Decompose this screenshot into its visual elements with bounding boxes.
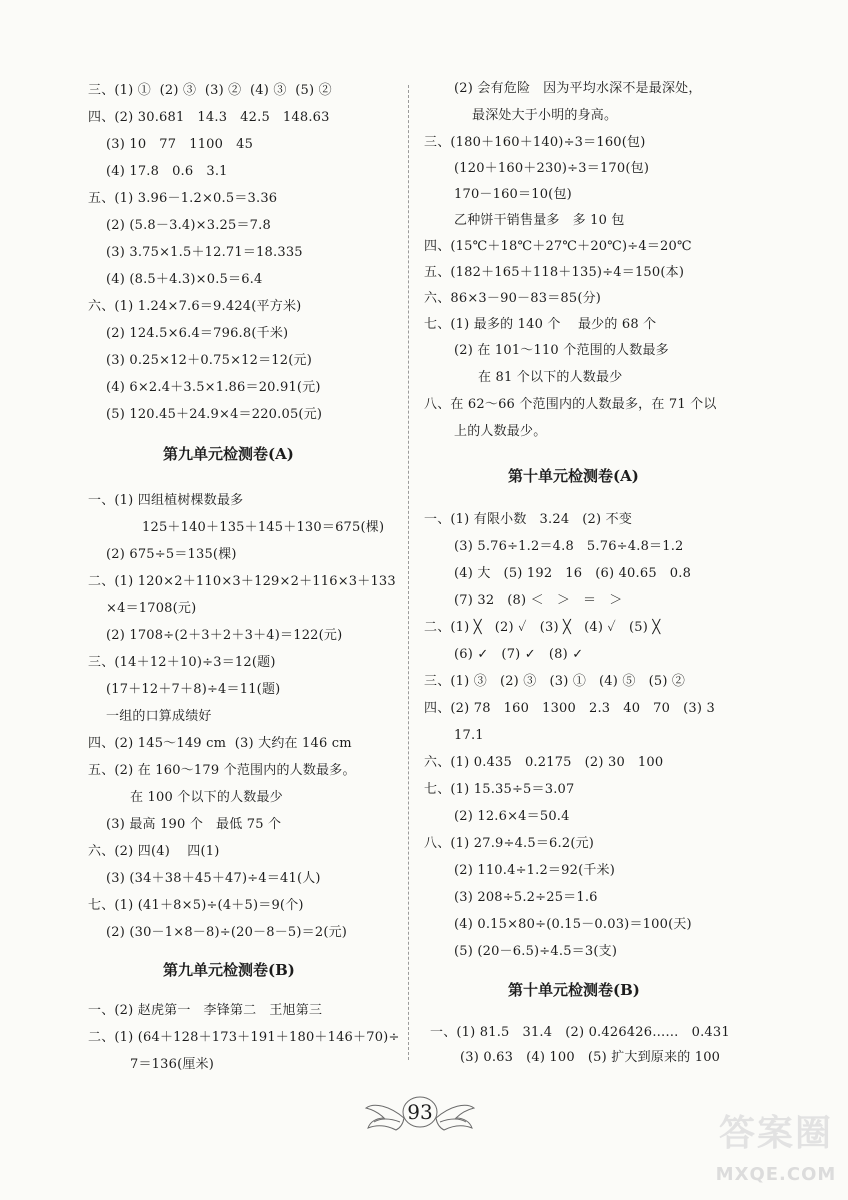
answer-line: (2) 会有危险 因为平均水深不是最深处，	[454, 81, 702, 96]
answer-line: 一、(2) 赵虎第一 李锋第二 王旭第三	[88, 1003, 323, 1018]
answer-line: (3) 最高 190 个 最低 75 个	[106, 817, 282, 832]
answer-line: 七、(1) (41＋8×5)÷(4＋5)＝9(个)	[88, 898, 304, 913]
answer-line: 六、(1) 1.24×7.6＝9.424(平方米)	[88, 299, 302, 314]
answer-line: 二、(1) (64＋128＋173＋191＋180＋146＋70)÷	[88, 1030, 400, 1045]
answer-line: (3) (34＋38＋45＋47)÷4＝41(人)	[106, 871, 321, 886]
column-divider	[408, 85, 409, 1060]
answer-line: (4) 大 (5) 192 16 (6) 40.65 0.8	[454, 566, 692, 581]
answer-line: 五、(182＋165＋118＋135)÷4＝150(本)	[424, 265, 685, 280]
answer-line: 一、(1) 81.5 31.4 (2) 0.426426…… 0.431	[430, 1025, 730, 1040]
answer-line: 八、在 62～66 个范围内的人数最多，在 71 个以	[424, 397, 717, 412]
answer-line: 7＝136(厘米)	[130, 1057, 215, 1072]
answer-line: 三、(1) ③ (2) ③ (3) ① (4) ⑤ (5) ②	[424, 674, 686, 689]
answer-line: 八、(1) 27.9÷4.5＝6.2(元)	[424, 836, 595, 851]
answer-line: 三、(14＋12＋10)÷3＝12(题)	[88, 655, 276, 670]
answer-line: 六、86×3－90－83＝85(分)	[424, 291, 602, 306]
answer-line: 三、(180＋160＋140)÷3＝160(包)	[424, 135, 646, 150]
answer-line: 四、(15℃＋18℃＋27℃＋20℃)÷4＝20℃	[424, 239, 692, 254]
answer-line: (5) 120.45＋24.9×4＝220.05(元)	[106, 407, 323, 422]
answer-line: 170－160＝10(包)	[454, 187, 572, 202]
watermark-text: 答案圈	[718, 1113, 833, 1154]
answer-line: (17＋12＋7＋8)÷4＝11(题)	[106, 682, 281, 697]
answer-line: 17.1	[454, 728, 484, 743]
answer-line: (3) 10 77 1100 45	[106, 137, 254, 152]
answer-line: (120＋160＋230)÷3＝170(包)	[454, 161, 650, 176]
page-number: 93	[407, 1100, 433, 1124]
watermark-logo	[708, 1108, 844, 1198]
page-number-ornament	[360, 1088, 480, 1148]
answer-line: 七、(1) 15.35÷5＝3.07	[424, 782, 575, 797]
answer-line: 四、(2) 145～149 cm (3) 大约在 146 cm	[88, 736, 352, 751]
answer-line: (3) 208÷5.2÷25＝1.6	[454, 890, 598, 905]
answer-line: (3) 0.63 (4) 100 (5) 扩大到原来的 100	[460, 1050, 721, 1065]
answer-line: (5) (20－6.5)÷4.5＝3(支)	[454, 944, 618, 959]
answer-line: (4) 0.15×80÷(0.15－0.03)＝100(天)	[454, 917, 692, 932]
answer-line: (4) (8.5＋4.3)×0.5＝6.4	[106, 272, 263, 287]
answer-line: 最深处大于小明的身高。	[472, 108, 618, 123]
answer-line: 五、(2) 在 160～179 个范围内的人数最多。	[88, 763, 356, 778]
answer-line: (3) 3.75×1.5＋12.71＝18.335	[106, 245, 303, 260]
answer-line: 二、(1) ╳ (2) ✓ (3) ╳ (4) ✓ (5) ╳	[424, 620, 661, 635]
answer-line: 四、(2) 30.681 14.3 42.5 148.63	[88, 110, 330, 125]
section-heading-unit10b: 第十单元检测卷(B)	[508, 981, 640, 999]
section-heading-unit10a: 第十单元检测卷(A)	[508, 467, 639, 485]
answer-line: (3) 0.25×12＋0.75×12＝12(元)	[106, 353, 312, 368]
answer-line: 六、(1) 0.435 0.2175 (2) 30 100	[424, 755, 664, 770]
section-heading-unit9a: 第九单元检测卷(A)	[163, 445, 294, 463]
answer-line: 四、(2) 78 160 1300 2.3 40 70 (3) 3	[424, 701, 715, 716]
answer-line: (2) 12.6×4＝50.4	[454, 809, 570, 824]
answer-line: 一、(1) 四组植树棵数最多	[88, 493, 244, 508]
answer-line: 在 81 个以下的人数最少	[478, 370, 623, 385]
answer-line: 上的人数最少。	[454, 424, 547, 439]
answer-line: 125＋140＋135＋145＋130＝675(棵)	[142, 520, 385, 535]
answer-line: (4) 17.8 0.6 3.1	[106, 164, 228, 179]
watermark-url: MXQE.COM	[715, 1164, 837, 1185]
answer-line: (2) 124.5×6.4＝796.8(千米)	[106, 326, 289, 341]
answer-line: 一组的口算成绩好	[106, 709, 212, 724]
answer-line: 在 100 个以下的人数最少	[130, 790, 283, 805]
answer-line: 乙种饼干销售量多 多 10 包	[454, 213, 625, 228]
answer-line: 二、(1) 120×2＋110×3＋129×2＋116×3＋133	[88, 574, 396, 589]
answer-line: 七、(1) 最多的 140 个 最少的 68 个	[424, 317, 657, 332]
answer-line: 六、(2) 四(4) 四(1)	[88, 844, 220, 859]
answer-line: (2) (5.8－3.4)×3.25＝7.8	[106, 218, 271, 233]
answer-line: 三、(1) ① (2) ③ (3) ② (4) ③ (5) ②	[88, 83, 332, 98]
answer-line: (2) 1708÷(2＋3＋2＋3＋4)＝122(元)	[106, 628, 343, 643]
answer-line: (3) 5.76÷1.2＝4.8 5.76÷4.8＝1.2	[454, 539, 684, 554]
answer-line: (4) 6×2.4＋3.5×1.86＝20.91(元)	[106, 380, 321, 395]
answer-line: (2) 在 101～110 个范围的人数最多	[454, 343, 669, 358]
answer-line: (2) 675÷5＝135(棵)	[106, 547, 237, 562]
answer-line: (2) (30－1×8－8)÷(20－8－5)＝2(元)	[106, 925, 348, 940]
answer-line: 五、(1) 3.96－1.2×0.5＝3.36	[88, 191, 278, 206]
answer-line: ×4＝1708(元)	[106, 601, 197, 616]
answer-line: 一、(1) 有限小数 3.24 (2) 不变	[424, 512, 633, 527]
answer-line: (2) 110.4÷1.2＝92(千米)	[454, 863, 616, 878]
answer-line: (6) ✓ (7) ✓ (8) ✓	[454, 647, 584, 662]
answer-line: (7) 32 (8) ＜ ＞ ＝ ＞	[454, 593, 623, 608]
section-heading-unit9b: 第九单元检测卷(B)	[163, 961, 295, 979]
